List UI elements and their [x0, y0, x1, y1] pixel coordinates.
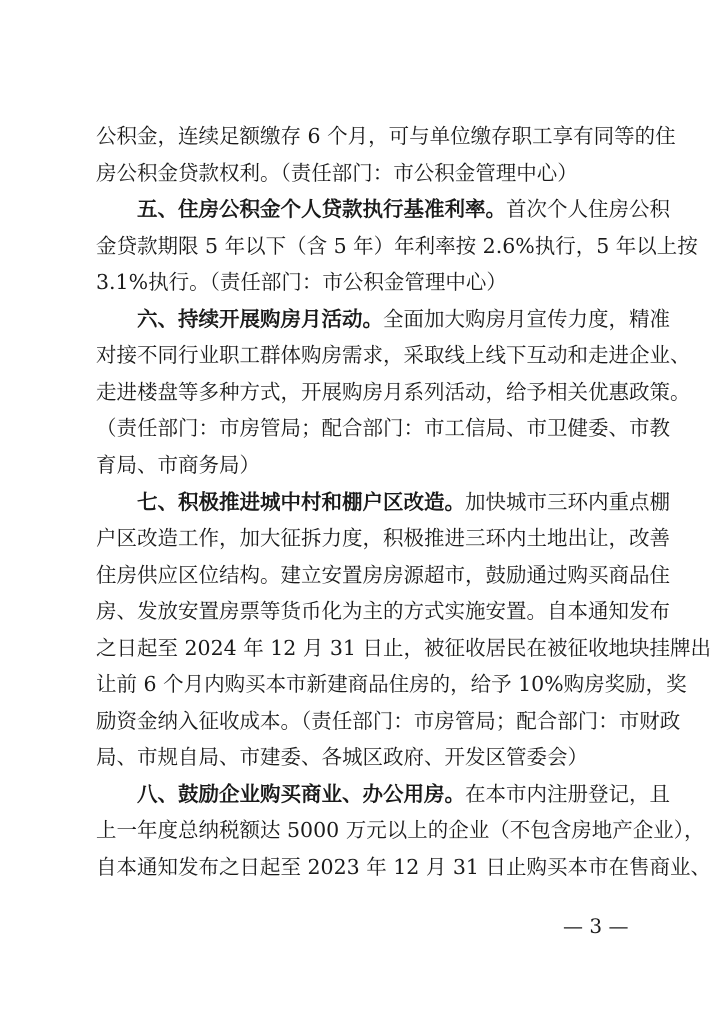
line-text: 住房供应区位结构。建立安置房房源超市，鼓励通过购买商品住	[96, 562, 670, 587]
line-text: 首次个人住房公积	[506, 197, 670, 222]
line-text: 公积金，连续足额缴存 6 个月，可与单位缴存职工享有同等的住	[96, 124, 676, 148]
line-text: 育局、市商务局）	[96, 452, 260, 477]
body-text-line	[96, 376, 691, 408]
section-heading: 六、持续开展购房月活动。	[137, 306, 383, 331]
body-text-line	[96, 814, 705, 846]
body-text-line	[96, 851, 711, 883]
line-text: 自本通知发布之日起至 2023 年 12 月 31 日止购买本市在售商业、	[96, 855, 711, 879]
body-text-line	[96, 741, 636, 773]
section-heading-line	[137, 778, 670, 810]
body-text-line	[96, 449, 636, 481]
line-text: 3.1%执行。（责任部门：市公积金管理中心）	[96, 270, 507, 295]
body-text-line	[96, 559, 670, 591]
line-text: 让前 6 个月内购买本市新建商品住房的，给予 10%购房奖励，奖	[96, 672, 687, 697]
body-text-line	[96, 595, 670, 627]
line-text: 局、市规自局、市建委、各城区政府、开发区管委会）	[96, 745, 588, 770]
line-text: 户区改造工作，加大征拆力度，积极推进三环内土地出让，改善	[96, 526, 670, 551]
line-text: 之日起至 2024 年 12 月 31 日止，被征收居民在被征收地块挂牌出	[96, 635, 711, 660]
line-text: 对接不同行业职工群体购房需求，采取线上线下互动和走进企业、	[96, 343, 691, 368]
page-number: — 3 —	[563, 914, 629, 938]
body-text-line	[96, 157, 636, 189]
section-heading: 七、积极推进城中村和棚户区改造。	[137, 489, 465, 514]
line-text: 上一年度总纳税额达 5000 万元以上的企业（不包含房地产企业），	[96, 818, 705, 843]
body-text-line	[96, 412, 670, 444]
line-text: 在本市内注册登记，且	[465, 781, 670, 806]
section-heading: 五、住房公积金个人贷款执行基准利率。	[137, 197, 506, 222]
section-heading-line	[137, 193, 670, 225]
line-text: 走进楼盘等多种方式，开展购房月系列活动，给予相关优惠政策。	[96, 379, 691, 404]
line-text: 房、发放安置房票等货币化为主的方式实施安置。自本通知发布	[96, 599, 670, 624]
line-text: 励资金纳入征收成本。（责任部门：市房管局；配合部门：市财政	[96, 708, 681, 733]
body-text-line	[96, 339, 691, 371]
body-text-line	[96, 705, 681, 737]
body-text-line	[96, 632, 711, 664]
section-heading-line	[137, 303, 670, 335]
body-text-line	[96, 522, 670, 554]
body-text-line	[96, 668, 687, 700]
line-text: 金贷款期限 5 年以下（含 5 年）年利率按 2.6%执行，5 年以上按	[96, 233, 698, 258]
body-text-line	[96, 266, 636, 298]
section-heading: 八、鼓励企业购买商业、办公用房。	[137, 781, 465, 806]
line-text: 房公积金贷款权利。（责任部门：市公积金管理中心）	[96, 160, 578, 185]
line-text: 全面加大购房月宣传力度，精准	[383, 306, 670, 331]
body-text-line	[96, 120, 676, 152]
line-text: 加快城市三环内重点棚	[465, 489, 670, 514]
section-heading-line	[137, 486, 670, 518]
line-text: （责任部门：市房管局；配合部门：市工信局、市卫健委、市教	[96, 416, 670, 441]
body-text-line	[96, 230, 698, 262]
